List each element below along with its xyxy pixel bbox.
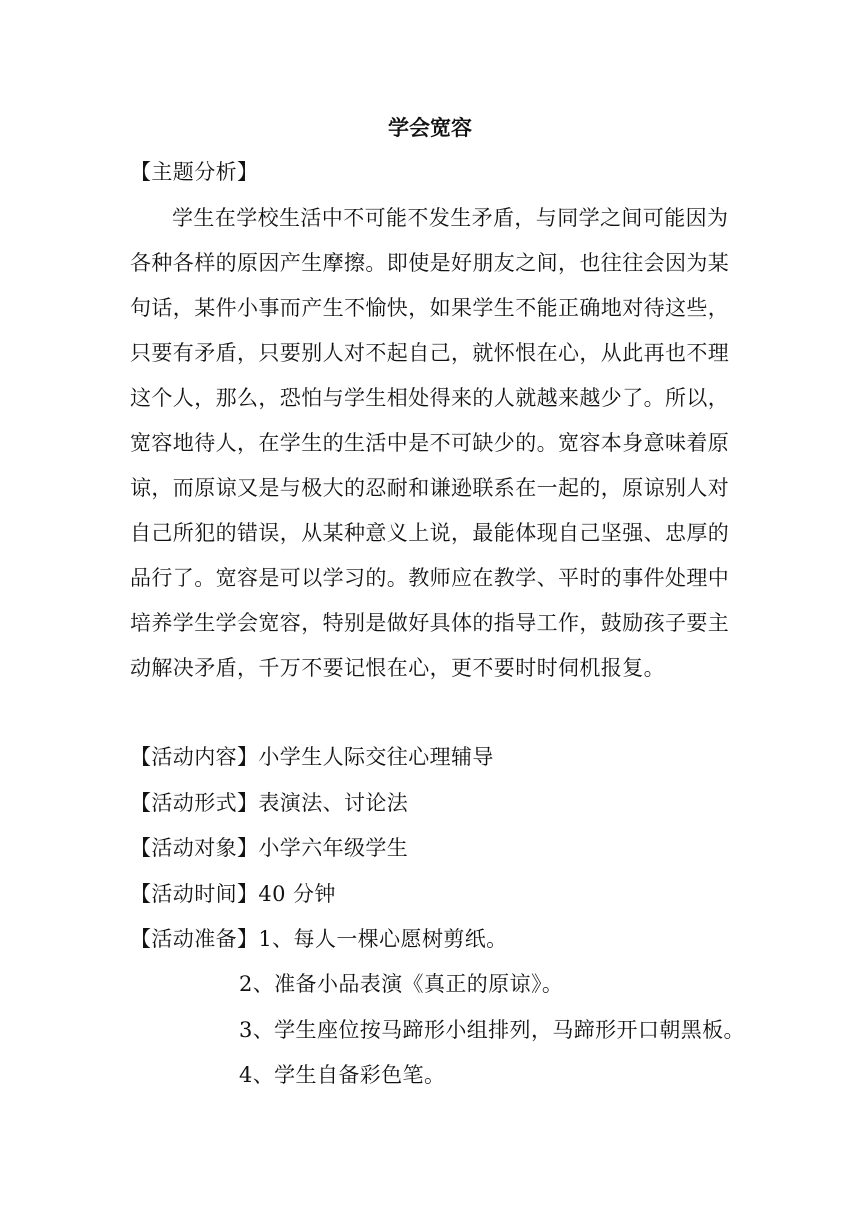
paragraph-line: 品行了。宽容是可以学习的。教师应在教学、平时的事件处理中 — [130, 566, 730, 590]
activity-content: 【活动内容】小学生人际交往心理辅导 — [130, 745, 494, 769]
preparation-item: 2、准备小品表演《真正的原谅》。 — [239, 972, 564, 996]
paragraph-line: 学生在学校生活中不可能不发生矛盾，与同学之间可能因为 — [172, 206, 729, 230]
activity-time: 【活动时间】40 分钟 — [130, 882, 336, 906]
paragraph-line: 谅，而原谅又是与极大的忍耐和谦逊联系在一起的，原谅别人对 — [130, 476, 730, 500]
paragraph-line: 这个人，那么，恐怕与学生相处得来的人就越来越少了。所以， — [130, 386, 730, 410]
paragraph-line: 动解决矛盾，千万不要记恨在心，更不要时时伺机报复。 — [130, 656, 665, 680]
preparation-item: 4、学生自备彩色笔。 — [239, 1063, 446, 1087]
preparation-item: 3、学生座位按马蹄形小组排列，马蹄形开口朝黑板。 — [239, 1018, 745, 1042]
activity-target: 【活动对象】小学六年级学生 — [130, 836, 409, 860]
activity-form: 【活动形式】表演法、讨论法 — [130, 791, 409, 815]
activity-preparation: 【活动准备】1、每人一棵心愿树剪纸。 — [130, 927, 508, 951]
paragraph-line: 培养学生学会宽容，特别是做好具体的指导工作，鼓励孩子要主 — [130, 611, 730, 635]
paragraph-line: 句话，某件小事而产生不愉快，如果学生不能正确地对待这些， — [130, 296, 730, 320]
paragraph-line: 只要有矛盾，只要别人对不起自己，就怀恨在心，从此再也不理 — [130, 341, 730, 365]
paragraph-line: 自己所犯的错误，从某种意义上说，最能体现自己坚强、忠厚的 — [130, 521, 730, 545]
document-title: 学会宽容 — [388, 115, 472, 140]
paragraph-line: 各种各样的原因产生摩擦。即使是好朋友之间，也往往会因为某 — [130, 251, 730, 275]
paragraph-line: 宽容地待人，在学生的生活中是不可缺少的。宽容本身意味着原 — [130, 431, 730, 455]
section-heading-theme-analysis: 【主题分析】 — [130, 160, 259, 184]
